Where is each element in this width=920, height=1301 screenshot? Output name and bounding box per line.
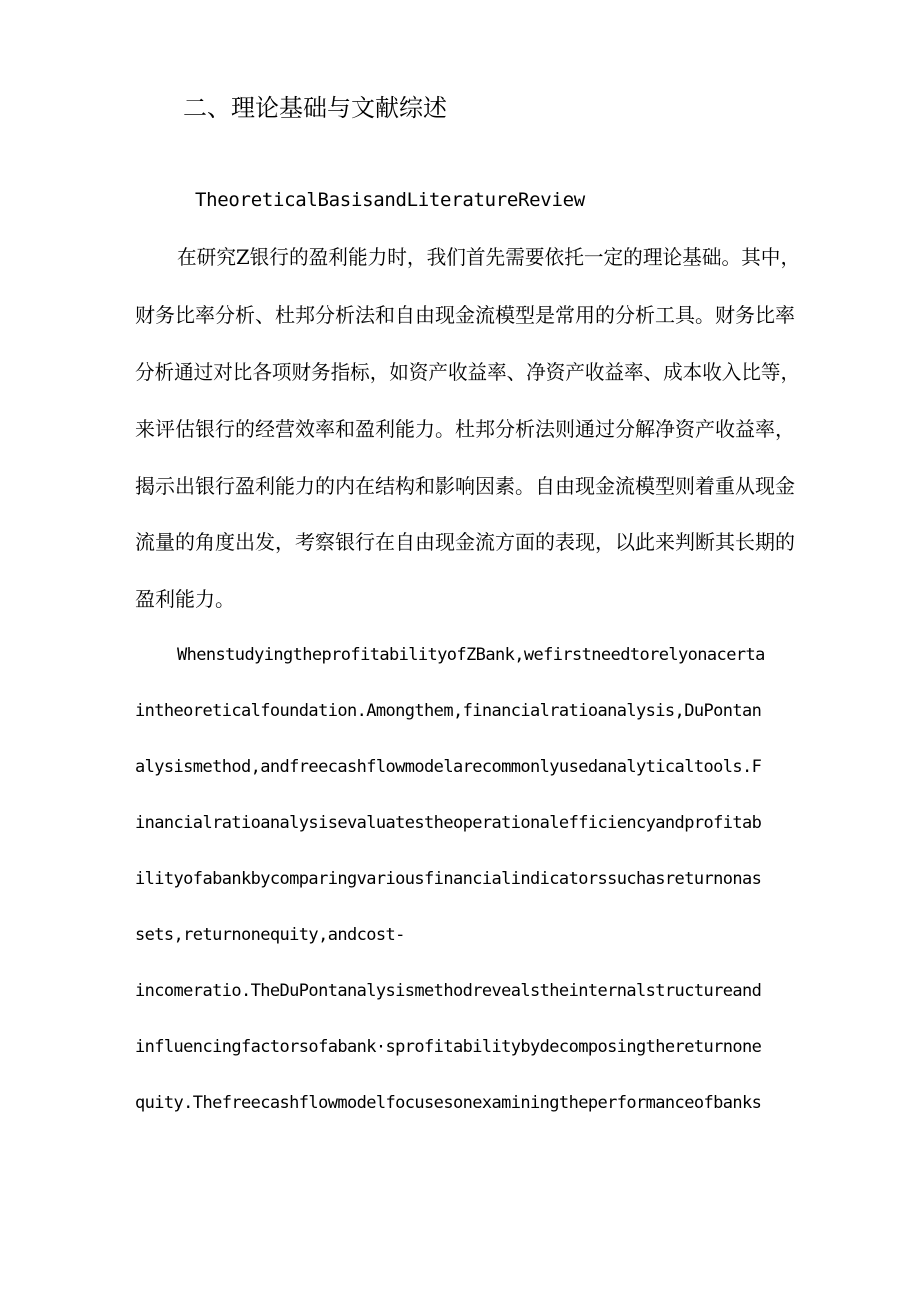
paragraph-line: 分析通过对比各项财务指标，如资产收益率、净资产收益率、成本收入比等， [135, 360, 801, 384]
paragraph-line: incomeratio.TheDuPontanalysismethodrevealstheinternalstructureand [135, 981, 762, 1001]
paragraph-line: 揭示出银行盈利能力的内在结构和影响因素。自由现金流模型则着重从现金 [135, 474, 795, 498]
paragraph-line: WhenstudyingtheprofitabilityofZBank,wefirstneedtorelyonacerta [177, 645, 765, 665]
section-heading-english: TheoreticalBasisandLiteratureReview [195, 189, 585, 211]
paragraph-line: sets,returnonequity,andcost- [135, 925, 405, 945]
section-heading: 二、理论基础与文献综述 [183, 94, 447, 122]
paragraph-line: 流量的角度出发，考察银行在自由现金流方面的表现，以此来判断其长期的 [135, 530, 795, 554]
paragraph-line: intheoreticalfoundation.Amongthem,financialratioanalysis,DuPontan [135, 701, 762, 721]
paragraph-line: quity.Thefreecashflowmodelfocusesonexaminingtheperformanceofbanks [135, 1093, 762, 1113]
paragraph-line: ilityofabankbycomparingvariousfinancialindicatorssuchasreturnonas [135, 869, 762, 889]
paragraph-line: 盈利能力。 [135, 587, 235, 611]
paragraph-line: 来评估银行的经营效率和盈利能力。杜邦分析法则通过分解净资产收益率， [135, 417, 795, 441]
paragraph-line: alysismethod,andfreecashflowmodelarecommonlyusedanalyticaltools.F [135, 757, 762, 777]
paragraph-line: influencingfactorsofabank·sprofitabilitybydecomposingthereturnone [135, 1037, 762, 1057]
paragraph-line: 财务比率分析、杜邦分析法和自由现金流模型是常用的分析工具。财务比率 [135, 303, 795, 327]
paragraph-line: 在研究Z银行的盈利能力时，我们首先需要依托一定的理论基础。其中， [177, 245, 801, 269]
paragraph-line: inancialratioanalysisevaluatestheoperationalefficiencyandprofitab [135, 813, 762, 833]
